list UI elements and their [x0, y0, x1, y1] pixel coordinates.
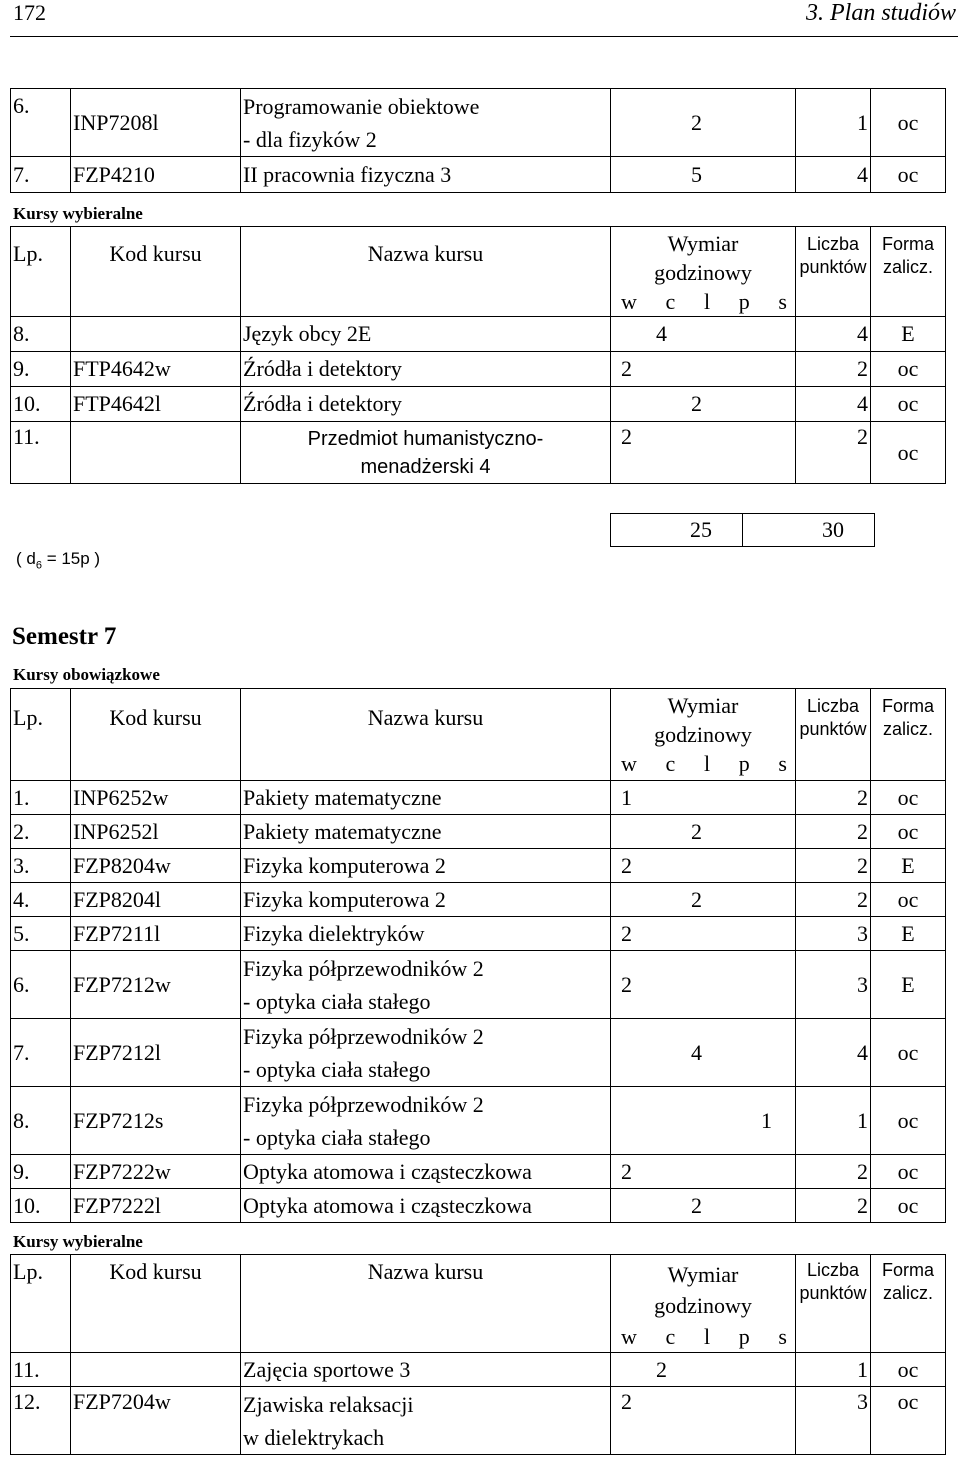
hours-cell: 2 [611, 352, 796, 387]
semester-title: Semestr 7 [12, 623, 117, 650]
points-cell: 2 [796, 883, 871, 917]
table-row [11, 422, 946, 484]
table-row [11, 387, 946, 422]
code-cell: INP6252w [71, 781, 241, 815]
name-cell: Pakiety matematyczne [241, 815, 611, 849]
header-form: Forma zalicz. [871, 1255, 946, 1353]
code-cell [71, 1353, 241, 1387]
lp-cell: 8. [11, 1087, 71, 1155]
points-cell: 3 [796, 951, 871, 1019]
d6-note: ( $d_6 = 15p$ ) [16, 549, 101, 572]
points-cell: 4 [796, 1019, 871, 1087]
name-cell: Zjawiska relaksacji w dielektrykach [241, 1387, 611, 1455]
form-cell: oc [871, 815, 946, 849]
hours-cell: 1 [611, 1087, 796, 1155]
header-code: Kod kursu [71, 689, 241, 781]
hours-cell: 2 [611, 849, 796, 883]
form-cell: oc [871, 1019, 946, 1087]
hours-cell: 5 [611, 157, 796, 193]
table-row [11, 917, 946, 951]
header-hours: Wymiar godzinowy w c l p s [611, 1255, 796, 1353]
form-cell: oc [871, 883, 946, 917]
hours-cell: 2 [611, 951, 796, 1019]
points-cell: 4 [796, 157, 871, 193]
lp-cell: 7. [11, 1019, 71, 1087]
points-cell: 4 [796, 317, 871, 352]
code-cell: FZP7222w [71, 1155, 241, 1189]
header-name: Nazwa kursu [241, 1255, 611, 1353]
elective-label: Kursy wybieralne [13, 1232, 143, 1251]
name-cell: Fizyka komputerowa 2 [241, 849, 611, 883]
code-cell: FZP7204w [71, 1387, 241, 1455]
name-cell: Fizyka półprzewodników 2 - optyka ciała stałego [241, 1087, 611, 1155]
form-cell: E [871, 951, 946, 1019]
name-cell: Źródła i detektory [241, 352, 611, 387]
table-row [11, 352, 946, 387]
hours-cell: 2 [611, 917, 796, 951]
points-cell: 1 [796, 1087, 871, 1155]
code-cell [71, 317, 241, 352]
hours-cell: 2 [611, 883, 796, 917]
table-row [11, 1353, 946, 1387]
name-cell: Przedmiot humanistyczno- menadżerski 4 [241, 422, 611, 484]
code-cell: FZP7222l [71, 1189, 241, 1223]
table-row [11, 1189, 946, 1223]
points-cell: 3 [796, 1387, 871, 1455]
header-lp: Lp. [11, 227, 71, 317]
name-cell: Optyka atomowa i cząsteczkowa [241, 1155, 611, 1189]
elective-label: Kursy wybieralne [13, 204, 143, 223]
semester-totals [610, 513, 875, 547]
points-cell: 1 [796, 89, 871, 157]
header-rule [10, 36, 958, 37]
form-cell: oc [871, 1087, 946, 1155]
form-cell: oc [871, 352, 946, 387]
points-cell: 2 [796, 849, 871, 883]
hours-cell: 2 [611, 1155, 796, 1189]
sem6-electives-table [10, 226, 946, 484]
form-cell: oc [871, 422, 946, 484]
points-cell: 2 [796, 1189, 871, 1223]
table-row [11, 781, 946, 815]
header-points: Liczba punktów [796, 1255, 871, 1353]
header-code: Kod kursu [71, 227, 241, 317]
hours-cell: 2 [611, 387, 796, 422]
header-name: Nazwa kursu [241, 227, 611, 317]
header-points: Liczba punktów [796, 227, 871, 317]
total-hours: 25 [611, 514, 743, 547]
name-cell: Optyka atomowa i cząsteczkowa [241, 1189, 611, 1223]
hours-cell: 2 [611, 422, 796, 484]
table-row [11, 1155, 946, 1189]
form-cell: oc [871, 781, 946, 815]
total-points: 30 [743, 514, 875, 547]
header-row [11, 1255, 946, 1353]
hours-cell: 4 [611, 1019, 796, 1087]
points-cell: 1 [796, 1353, 871, 1387]
code-cell: FZP7212w [71, 951, 241, 1019]
points-cell: 2 [796, 1155, 871, 1189]
hours-cell: 1 [611, 781, 796, 815]
table-row [11, 1019, 946, 1087]
table-row [11, 815, 946, 849]
lp-cell: 10. [11, 387, 71, 422]
hours-cell: 2 [611, 1189, 796, 1223]
sem7-mandatory-table [10, 688, 946, 1223]
sem7-electives-table [10, 1254, 946, 1455]
table-row [11, 1387, 946, 1455]
hours-cell: 4 [611, 317, 796, 352]
lp-cell: 6. [11, 89, 71, 157]
header-points: Liczba punktów [796, 689, 871, 781]
points-cell: 2 [796, 352, 871, 387]
name-cell: Fizyka półprzewodników 2 - optyka ciała stałego [241, 1019, 611, 1087]
code-cell: FZP8204l [71, 883, 241, 917]
totals-row [611, 514, 875, 547]
hours-subheader: w c l p s [621, 289, 787, 314]
name-cell: Fizyka komputerowa 2 [241, 883, 611, 917]
lp-cell: 3. [11, 849, 71, 883]
table-row [11, 883, 946, 917]
points-cell: 3 [796, 917, 871, 951]
lp-cell: 10. [11, 1189, 71, 1223]
table-row [11, 951, 946, 1019]
code-cell [71, 422, 241, 484]
form-cell: oc [871, 89, 946, 157]
hours-cell: 2 [611, 1353, 796, 1387]
header-hours: Wymiar godzinowy w c l p s [611, 227, 796, 317]
code-cell: FTP4642w [71, 352, 241, 387]
header-row [11, 227, 946, 317]
lp-cell: 11. [11, 1353, 71, 1387]
table-row [11, 89, 946, 157]
code-cell: FZP7212l [71, 1019, 241, 1087]
lp-cell: 6. [11, 951, 71, 1019]
table-row [11, 157, 946, 193]
hours-subheader: w c l p s [621, 751, 787, 776]
lp-cell: 9. [11, 1155, 71, 1189]
header-hours: Wymiar godzinowy w c l p s [611, 689, 796, 781]
header-row [11, 689, 946, 781]
table-row [11, 849, 946, 883]
form-cell: oc [871, 1353, 946, 1387]
lp-cell: 8. [11, 317, 71, 352]
header-lp: Lp. [11, 1255, 71, 1353]
header-form: Forma zalicz. [871, 689, 946, 781]
name-cell: Fizyka dielektryków [241, 917, 611, 951]
page-number: 172 [13, 0, 46, 25]
form-cell: oc [871, 1387, 946, 1455]
sem6-mandatory-table [10, 88, 946, 193]
hours-cell: 2 [611, 89, 796, 157]
header-lp: Lp. [11, 689, 71, 781]
code-cell: FZP8204w [71, 849, 241, 883]
name-cell: Język obcy 2E [241, 317, 611, 352]
lp-cell: 9. [11, 352, 71, 387]
name-cell: Pakiety matematyczne [241, 781, 611, 815]
hours-cell: 2 [611, 1387, 796, 1455]
form-cell: E [871, 317, 946, 352]
form-cell: E [871, 917, 946, 951]
name-cell: Źródła i detektory [241, 387, 611, 422]
points-cell: 2 [796, 781, 871, 815]
points-cell: 4 [796, 387, 871, 422]
lp-cell: 7. [11, 157, 71, 193]
lp-cell: 11. [11, 422, 71, 484]
points-cell: 2 [796, 815, 871, 849]
lp-cell: 1. [11, 781, 71, 815]
mandatory-label: Kursy obowiązkowe [13, 665, 160, 684]
form-cell: oc [871, 1189, 946, 1223]
points-cell: 2 [796, 422, 871, 484]
code-cell: FTP4642l [71, 387, 241, 422]
hours-cell: 2 [611, 815, 796, 849]
hours-subheader: w c l p s [621, 1324, 787, 1349]
table-row [11, 317, 946, 352]
code-cell: FZP7211l [71, 917, 241, 951]
form-cell: E [871, 849, 946, 883]
code-cell: INP7208l [71, 89, 241, 157]
form-cell: oc [871, 387, 946, 422]
lp-cell: 2. [11, 815, 71, 849]
form-cell: oc [871, 157, 946, 193]
header-code: Kod kursu [71, 1255, 241, 1353]
form-cell: oc [871, 1155, 946, 1189]
name-cell: Programowanie obiektowe - dla fizyków 2 [241, 89, 611, 157]
lp-cell: 4. [11, 883, 71, 917]
code-cell: INP6252l [71, 815, 241, 849]
table-row [11, 1087, 946, 1155]
header-name: Nazwa kursu [241, 689, 611, 781]
header-form: Forma zalicz. [871, 227, 946, 317]
lp-cell: 12. [11, 1387, 71, 1455]
chapter-title: 3. Plan studiów [805, 0, 956, 26]
name-cell: Zajęcia sportowe 3 [241, 1353, 611, 1387]
code-cell: FZP4210 [71, 157, 241, 193]
lp-cell: 5. [11, 917, 71, 951]
name-cell: II pracownia fizyczna 3 [241, 157, 611, 193]
name-cell: Fizyka półprzewodników 2 - optyka ciała stałego [241, 951, 611, 1019]
code-cell: FZP7212s [71, 1087, 241, 1155]
